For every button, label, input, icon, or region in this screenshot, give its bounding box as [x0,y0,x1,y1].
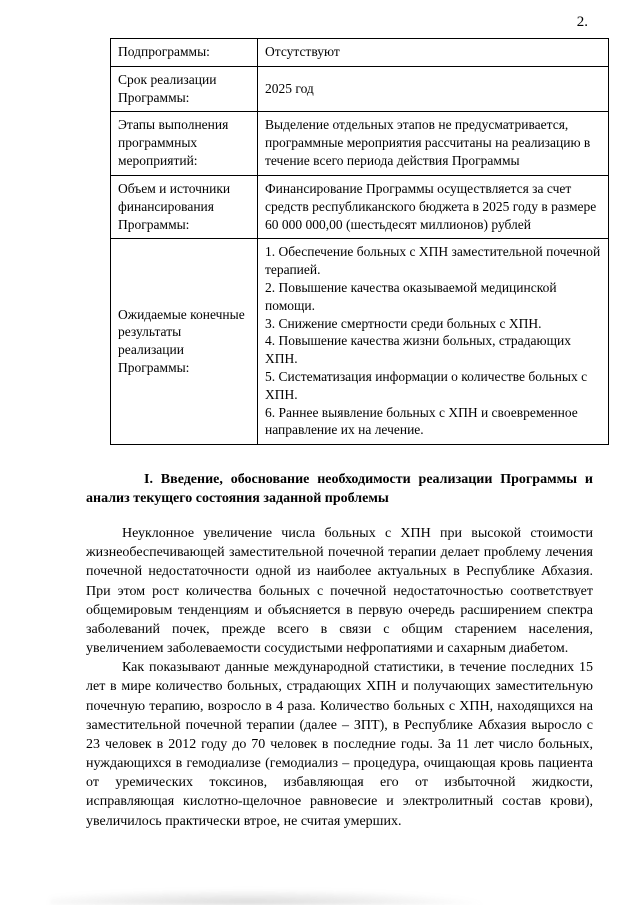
row-label: Ожидаемые конечные результаты реализации Программы: [111,239,258,445]
row-value: Выделение отдельных этапов не предусматривается, программные мероприятия рассчитаны на реализацию в течение всего периода действия Программы [258,112,609,175]
result-item: 3. Снижение смертности среди больных с ХПН. [265,315,542,331]
result-item: 5. Систематизация информации о количестве больных с ХПН. [265,369,588,402]
table-row-subprograms [111,39,609,67]
result-item: 4. Повышение качества жизни больных, страдающих ХПН. [265,333,571,367]
scan-artifact [50,889,490,905]
table-row-financing [111,175,609,238]
page-number: 2. [576,14,588,30]
program-passport-table [110,38,609,445]
row-label: Срок реализации Программы: [111,66,258,112]
row-value: Финансирование Программы осуществляется за счет средств республиканского бюджета в 2025 году в размере 60 000 000,00 (шестьдесят миллионов) рублей [258,175,609,238]
row-value [258,239,609,445]
row-value: Отсутствуют [258,39,609,67]
row-value: 2025 год [258,66,609,112]
result-item: 6. Раннее выявление больных с ХПН и своевременное направление их на лечение. [265,404,578,438]
table-row-term [111,66,609,112]
row-label: Этапы выполнения программных мероприятий: [111,112,258,175]
table-row-expected-results [111,239,609,445]
program-passport-table-body [111,39,609,445]
body-paragraph-2: Как показывают данные международной статистики, в течение последних 15 лет в мире количество больных, страдающих ХПН и получающих заместительную почечную терапию, возросло в 4 раза. Количество больных с ХПН, находящихся на заместительной почечной терапии (далее – ЗПТ), в Республике Абхазия выросло с 23 человек в 2012 году до 70 человек в последние годы. За 11 лет число больных, нуждающихся в гемодиализе (гемодиализ – процедура, очищающая кровь пациента от уремических токсинов, избавляющая его от избыточной жидкости, исправляющая кислотно-щелочное равновесие и электролитный состав крови), увеличилось практически втрое, не считая умерших. [86,660,593,829]
row-label: Объем и источники финансирования Программы: [111,175,258,238]
row-label: Подпрограммы: [111,39,258,67]
body-paragraph-1: Неуклонное увеличение числа больных с ХПН при высокой стоимости жизнеобеспечивающей заместительной почечной терапии делает проблему лечения почечной недостаточности одной из наиболее актуальных в Республике Абхазия. При этом рост количества больных с почечной недостаточностью соответствует общемировым тенденциям и объясняется в первую очередь расширением спектра заболеваний почек, прежде всего в связи с общим старением населения, увеличением заболеваемости сосудистыми нефропатиями и сахарным диабетом. [86,526,593,657]
section-heading: I. Введение, обоснование необходимости реализации Программы и анализ текущего состояния заданной проблемы [86,472,593,507]
table-row-stages [111,112,609,175]
result-item: 1. Обеспечение больных с ХПН заместительной почечной терапией. [265,244,601,278]
result-item: 2. Повышение качества оказываемой медицинской помощи. [265,279,557,313]
